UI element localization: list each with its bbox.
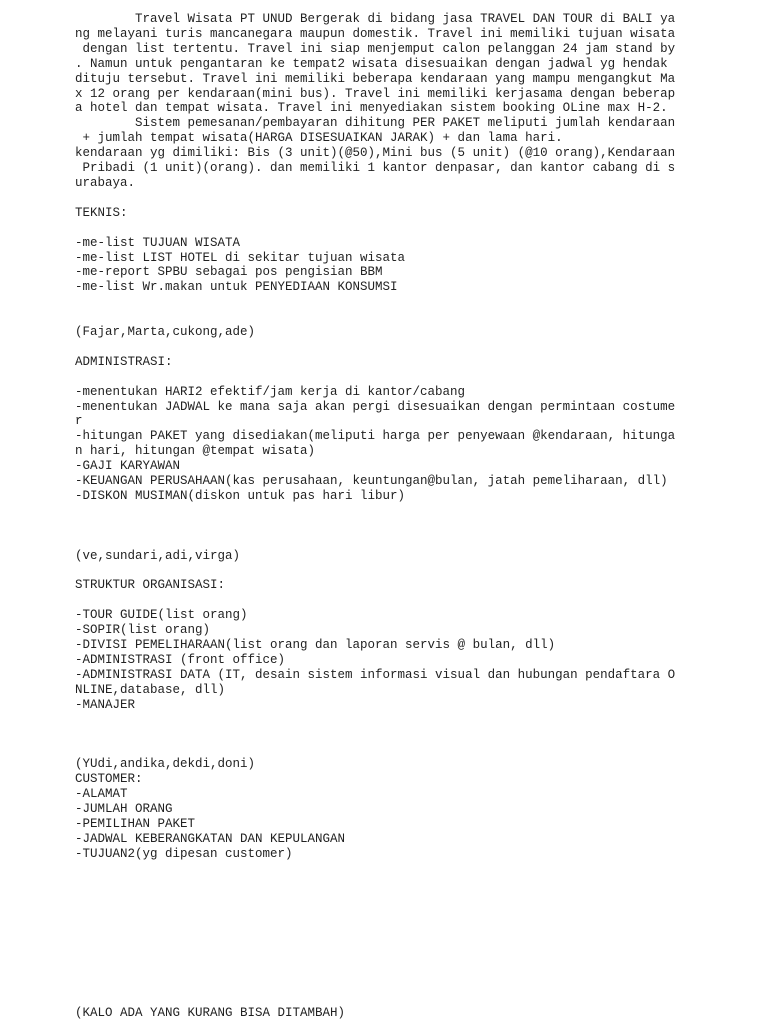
footer-note: (KALO ADA YANG KURANG BISA DITAMBAH) <box>75 1006 346 1020</box>
document-text: Travel Wisata PT UNUD Bergerak di bidang jasa TRAVEL DAN TOUR di BALI ya ng melayani turis mancanegara maupun domestik. Travel ini memiliki tujuan wisata dengan list tertentu. Travel ini siap menjemput calon pelanggan 24 jam stand by . Namun untuk pengantaran ke tempat2 wisata disesuaikan dengan jadwal yg hendak dituju tersebut. Travel ini memiliki beberapa kendaraan yang mampu mengangkut Ma x 12 orang per kendaraan(mini bus). Travel ini memiliki kerjasama dengan beberap a hotel dan tempat wisata. Travel ini menyediakan sistem booking OLine max H-2. Sistem pemesanan/pembayaran dihitung PER PAKET meliputi jumlah kendaraan + jumlah tempat wisata(HARGA DISESUAIKAN JARAK) + dan lama hari. kendaraan yg dimiliki: Bis (3 unit)(@50),Mini bus (5 unit) (@10 orang),Kendaraan Pribadi (1 unit)(orang). dan memiliki 1 kantor denpasar, dan kantor cabang di s urabaya. TEKNIS: -me-list TUJUAN WISATA -me-list LIST HOTEL di sekitar tujuan wisata -me-report SPBU sebagai pos pengisian BBM -me-list Wr.makan untuk PENYEDIAAN KONSUMSI (Fajar,Marta,cukong,ade) ADMINISTRASI: -menentukan HARI2 efektif/jam kerja di kantor/cabang -menentukan JADWAL ke mana saja akan pergi disesuaikan dengan permintaan costume r -hitungan PAKET yang disediakan(meliputi harga per penyewaan @kendaraan, hitunga n hari, hitungan @tempat wisata) -GAJI KARYAWAN -KEUANGAN PERUSAHAAN(kas perusahaan, keuntungan@bulan, jatah pemeliharaan, dll) -DISKON MUSIMAN(diskon untuk pas hari libur) (ve,sundari,adi,virga) STRUKTUR ORGANISASI: -TOUR GUIDE(list orang) -SOPIR(list orang) -DIVISI PEMELIHARAAN(list orang dan laporan servis @ bulan, dll) -ADMINISTRASI (front office) -ADMINISTRASI DATA (IT, desain sistem informasi visual dan hubungan pendaftara O NLINE,database, dll) -MANAJER (YUdi,andika,dekdi,doni) CUSTOMER: -ALAMAT -JUMLAH ORANG -PEMILIHAN PAKET -JADWAL KEBERANGKATAN DAN KEPULANGAN -TUJUAN2(yg dipesan customer) <box>75 12 676 861</box>
